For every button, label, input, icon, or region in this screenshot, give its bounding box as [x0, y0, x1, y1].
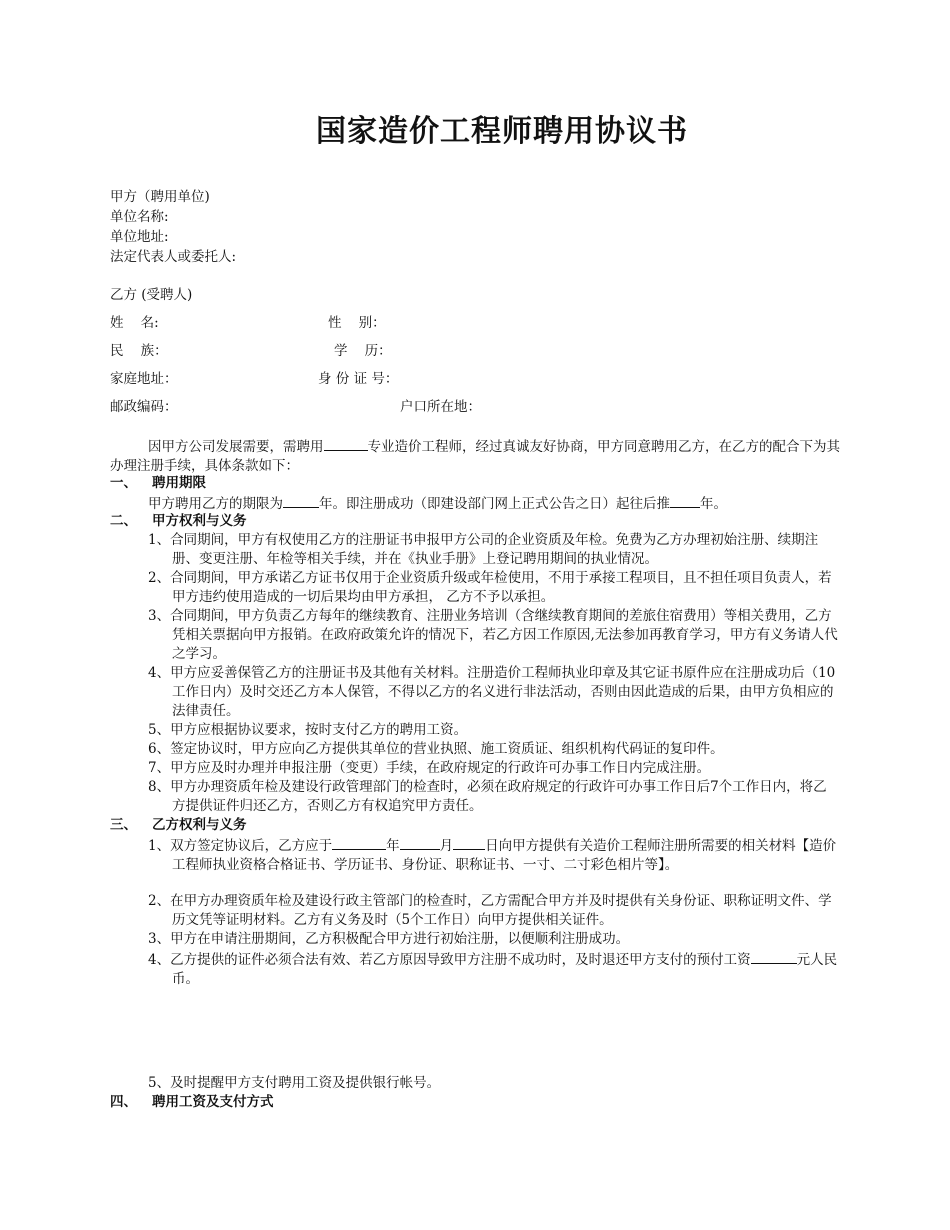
section-heading-2: [110, 512, 247, 531]
item1-text-a: 1、双方签定协议后，乙方应于: [148, 838, 333, 854]
party-a-item-8: 8、甲方办理资质年检及建设行政管理部门的检查时，必须在政府规定的行政许可办事工作日后7个工作日内，将乙方提供证件归还乙方，否则乙方有权追究甲方责任。: [148, 779, 827, 814]
section-heading-4: [110, 1093, 274, 1112]
party-a-rep-label: 法定代表人或委托人:: [110, 249, 237, 265]
item1-text-c: 月: [439, 838, 454, 854]
party-b-hukou-label: 户口所在地：: [400, 399, 481, 415]
party-b-item-4: [148, 949, 840, 989]
deadline-month-blank: [400, 835, 440, 850]
section-number: 二、: [110, 513, 137, 529]
section-number: 一、: [110, 475, 137, 491]
party-a-item-5: 5、甲方应根据协议要求，按时支付乙方的聘用工资。: [148, 722, 468, 738]
term-text-b: 年。即注册成功（即建设部门网上正式公告之日）起往后推: [319, 496, 670, 512]
party-a-item-7: 7、甲方应及时办理并申报注册（变更）手续，在政府规定的行政许可办事工作日内完成注册。: [148, 760, 711, 776]
section-title: 乙方权利与义务: [152, 817, 247, 833]
deadline-year-blank: [332, 835, 386, 850]
party-a-item-1: 1、合同期间，甲方有权使用乙方的注册证书申报甲方公司的企业资质及年检。免费为乙方办理初始注册、续期注册、变更注册、年检等相关手续，并在《执业手册》上登记聘用期间的执业情况。: [148, 532, 819, 567]
deadline-day-blank: [453, 835, 485, 850]
section-heading-1: [110, 474, 206, 493]
item4-text-a: 4、乙方提供的证件必须合法有效、若乙方原因导致甲方注册不成功时，及时退还甲方支付的预付工资: [148, 952, 751, 968]
term-paragraph: [148, 493, 840, 514]
section-number: 三、: [110, 817, 137, 833]
section-title: 甲方权利与义务: [152, 513, 247, 529]
party-b-gender-label: 性 别：: [328, 315, 386, 331]
item4-text-b: 元人民币。: [172, 952, 838, 987]
section-heading-3: [110, 816, 247, 835]
item1-text-b: 年: [386, 838, 400, 854]
party-b-name-label: 姓 名:: [110, 315, 159, 331]
party-b-ethnic-label: 民 族：: [110, 343, 168, 359]
advance-salary-blank: [751, 949, 797, 964]
party-b-item-1: [148, 835, 840, 875]
specialty-blank: [324, 436, 368, 451]
party-a-item-6: 6、签定协议时，甲方应向乙方提供其单位的营业执照、施工资质证、组织机构代码证的复印件。: [148, 741, 724, 757]
term-text-c: 年。: [700, 496, 727, 512]
item1-text-d: 日向甲方提供有关造价工程师注册所需要的相关材料【造价工程师执业资格合格证书、学历证书、身份证、职称证书、一寸、二寸彩色相片等】。: [172, 838, 837, 873]
party-b-home-label: 家庭地址：: [110, 371, 178, 387]
section-title: 聘用期限: [152, 475, 206, 491]
term-text-a: 甲方聘用乙方的期限为: [148, 496, 283, 512]
party-a-address-label: 单位地址:: [110, 229, 169, 245]
party-b-item-2: 2、在甲方办理资质年检及建设行政主管部门的检查时，乙方需配合甲方并及时提供有关身份证、职称证明文件、学历文凭等证明材料。乙方有义务及时（5个工作日）向甲方提供相关证件。: [148, 893, 832, 928]
section-number: 四、: [110, 1094, 137, 1110]
party-a-name-label: 单位名称:: [110, 209, 169, 225]
term-years-blank: [283, 493, 319, 508]
party-b-heading: 乙方 (受聘人): [110, 287, 193, 303]
party-b-postcode-label: 邮政编码：: [110, 399, 178, 415]
document-title: 国家造价工程师聘用协议书: [316, 114, 688, 149]
party-a-item-4: 4、甲方应妥善保管乙方的注册证书及其他有关材料。注册造价工程师执业印章及其它证书原件应在注册成功后（10工作日内）及时交还乙方本人保管，不得以乙方的名义进行非法活动，否则由因此造成的后果，由甲方负相应的法律责任。: [148, 665, 836, 719]
party-b-item-5: 5、及时提醒甲方支付聘用工资及提供银行帐号。: [148, 1075, 441, 1091]
party-b-education-label: 学 历：: [334, 343, 392, 359]
intro-text-a: 因甲方公司发展需要，需聘用: [148, 439, 324, 455]
section-title: 聘用工资及支付方式: [152, 1094, 274, 1110]
term-extend-blank: [670, 493, 700, 508]
party-b-item-3: 3、甲方在申请注册期间，乙方积极配合甲方进行初始注册，以便顺利注册成功。: [148, 931, 630, 947]
intro-text-b: 专业造价工程师，经过真诚友好协商，甲方同意聘用乙方，在乙方的配合下为其办理注册手续，具体条款如下：: [110, 439, 840, 474]
party-a-heading: 甲方（聘用单位): [110, 189, 210, 205]
intro-paragraph: [110, 436, 840, 476]
party-a-item-2: 2、合同期间，甲方承诺乙方证书仅用于企业资质升级或年检使用，不用于承接工程项目，且不担任项目负责人，若甲方违约使用造成的一切后果均由甲方承担， 乙方不予以承担。: [148, 570, 832, 605]
party-b-id-label: 身 份 证 号：: [318, 371, 399, 387]
party-a-item-3: 3、合同期间，甲方负责乙方每年的继续教育、注册业务培训（含继续教育期间的差旅住宿费用）等相关费用，乙方凭相关票据向甲方报销。在政府政策允许的情况下，若乙方因工作原因,无法参加再教育学习，甲方有义务请人代之学习。: [148, 608, 838, 662]
